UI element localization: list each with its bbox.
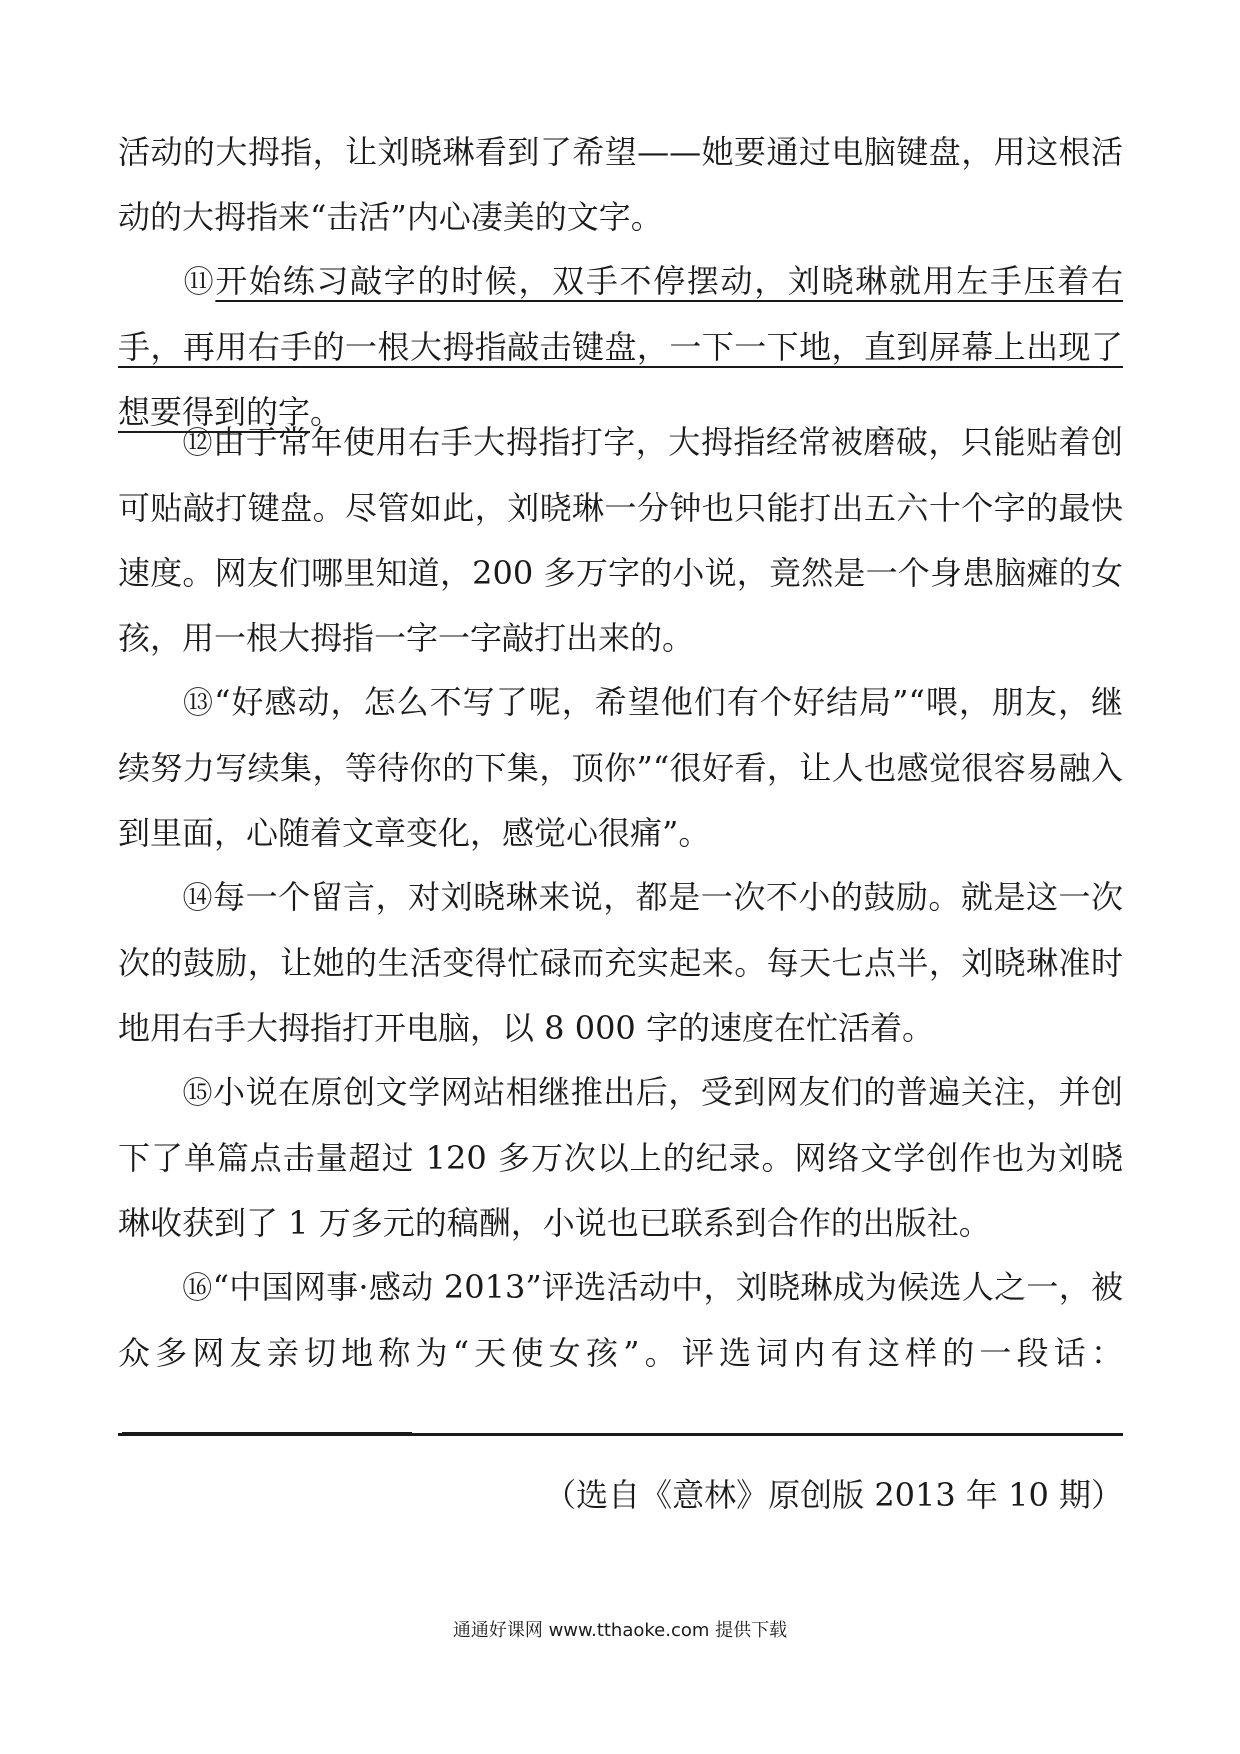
paragraph-number: ⑫ xyxy=(182,426,214,461)
paragraph-number: ⑯ xyxy=(182,1271,213,1306)
paragraph-number: ⑮ xyxy=(182,1076,214,1111)
paragraph-12 xyxy=(118,410,1123,671)
source-citation: （选自《意林》原创版 2013 年 10 期） xyxy=(544,1476,1123,1514)
paragraph-14 xyxy=(118,865,1123,1061)
paragraph-text: 小说在原创文学网站相继推出后，受到网友们的普遍关注，并创下了单篇点击量超过 120 多万次以上的纪录。网络文学创作也为刘晓琳收获到了 1 万多元的稿酬，小说也已联系到合作的出版社。 xyxy=(118,1073,1123,1242)
sentence-end: 。 xyxy=(310,393,343,431)
paragraph-number: ⑬ xyxy=(182,686,215,721)
paragraph-13 xyxy=(118,670,1123,866)
page-footer: 通通好课网 www.tthaoke.com 提供下载 xyxy=(452,1620,788,1641)
paragraph-text: “中国网事·感动 2013”评选活动中，刘晓琳成为候选人之一，被众多网友亲切地称为“天使女孩”。评选词内有这样的一段话： xyxy=(118,1268,1123,1372)
paragraph-text: “好感动，怎么不写了呢，希望他们有个好结局”“喂，朋友，继续努力写续集，等待你的下集，顶你”“很好看，让人也感觉很容易融入到里面，心随着文章变化，感觉心很痛”。 xyxy=(118,683,1123,852)
paragraph-text: 每一个留言，对刘晓琳来说，都是一次不小的鼓励。就是这一次次的鼓励，让她的生活变得忙碌而充实起来。每天七点半，刘晓琳准时地用右手大拇指打开电脑，以 8 000 字的速度在忙活着。 xyxy=(118,878,1123,1047)
answer-blank-line[interactable] xyxy=(118,1433,1123,1436)
paragraph-number: ⑪ xyxy=(182,265,216,300)
paragraph-16 xyxy=(118,1255,1123,1451)
paragraph-15 xyxy=(118,1060,1123,1256)
paragraph-continued: 活动的大拇指，让刘晓琳看到了希望——她要通过电脑键盘，用这根活动的大拇指来“击活”内心凄美的文字。 xyxy=(118,133,1123,236)
underlined-sentence: 开始练习敲字的时候，双手不停摆动，刘晓琳就用左手压着右手，再用右手的一根大拇指敲击键盘，一下一下地，直到屏幕上出现了想要得到的字 xyxy=(118,262,1123,431)
paragraph-text: 由于常年使用右手大拇指打字，大拇指经常被磨破，只能贴着创可贴敲打键盘。尽管如此，刘晓琳一分钟也只能打出五六十个字的最快速度。网友们哪里知道，200 多万字的小说，竟然是一个身患脑瘫的女孩，用一根大拇指一字一字敲打出来的。 xyxy=(118,423,1123,657)
paragraph-number: ⑭ xyxy=(182,881,214,916)
